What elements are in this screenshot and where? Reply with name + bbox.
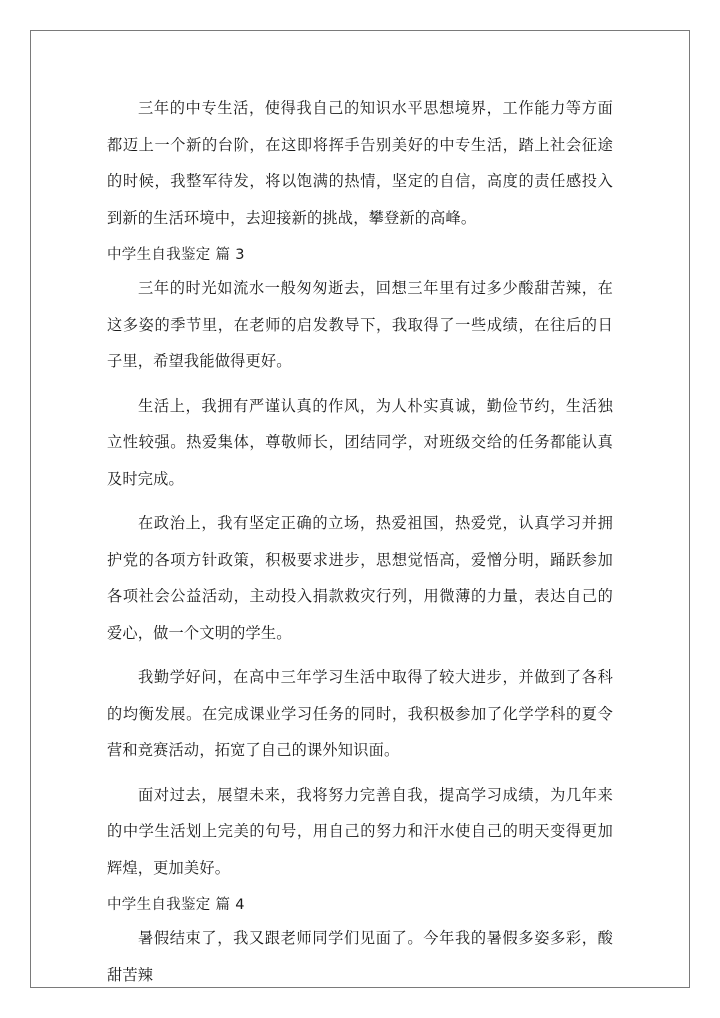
section-4 xyxy=(107,890,613,993)
section-title: 中学生自我鉴定 篇 4 xyxy=(107,897,245,913)
paragraph: 三年的中专生活，使得我自己的知识水平思想境界，工作能力等方面都迈上一个新的台阶，在这即将挥手告别美好的中专生活，踏上社会征途的时候，我整军待发，将以饱满的热情，坚定的自信，高度的责任感投入到新的生活环境中，去迎接新的挑战，攀登新的高峰。 xyxy=(107,99,613,227)
intro-block xyxy=(107,90,613,236)
paragraph: 生活上，我拥有严谨认真的作风，为人朴实真诚，勤俭节约，生活独立性较强。热爱集体，尊敬师长，团结同学，对班级交给的任务都能认真及时完成。 xyxy=(107,396,613,488)
paragraph: 面对过去，展望未来，我将努力完善自我，提高学习成绩，为几年来的中学生活划上完美的句号，用自己的努力和汗水使自己的明天变得更加辉煌，更加美好。 xyxy=(107,785,613,877)
paragraph: 我勤学好问，在高中三年学习生活中取得了较大进步，并做到了各科的均衡发展。在完成课业学习任务的同时，我积极参加了化学学科的夏令营和竞赛活动，拓宽了自己的课外知识面。 xyxy=(107,668,613,759)
paragraph: 暑假结束了，我又跟老师同学们见面了。今年我的暑假多姿多彩，酸甜苦辣 xyxy=(107,929,613,984)
section-title: 中学生自我鉴定 篇 3 xyxy=(107,247,245,263)
paragraph: 在政治上，我有坚定正确的立场，热爱祖国，热爱党，认真学习并拥护党的各项方针政策，积极要求进步，思想觉悟高，爱憎分明，踊跃参加各项社会公益活动，主动投入捐款救灾行列，用微薄的力量，表达自己的爱心，做一个文明的学生。 xyxy=(107,514,613,642)
section-3 xyxy=(107,240,613,886)
paragraph: 三年的时光如流水一般匆匆逝去，回想三年里有过多少酸甜苦辣，在这多姿的季节里，在老师的启发教导下，我取得了一些成绩，在往后的日子里，希望我能做得更好。 xyxy=(107,279,613,370)
document-body xyxy=(107,90,613,997)
